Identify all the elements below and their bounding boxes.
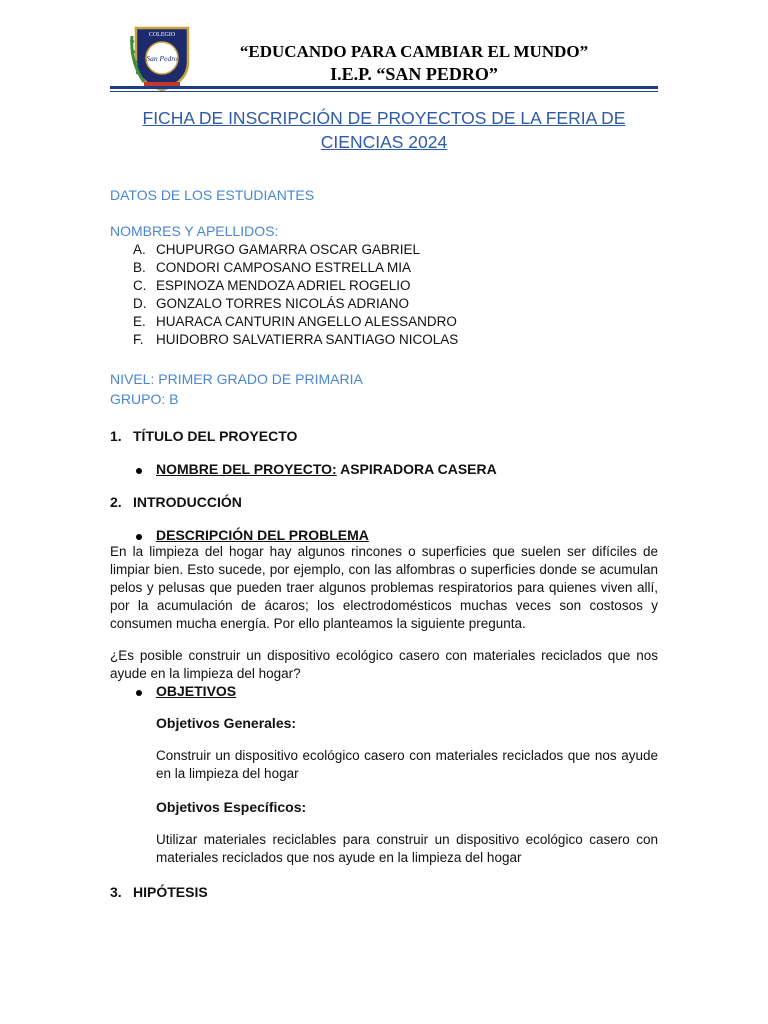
general-objectives-text: Construir un dispositivo ecológico casero con materiales reciclados que nos ayude en la limpieza del hogar [156,748,658,781]
student-item [110,313,658,331]
student-item [110,295,658,313]
specific-objectives-text: Utilizar materiales reciclables para construir un dispositivo ecológico casero con materiales reciclados que nos ayude en la limpieza del hogar [156,832,658,865]
objectives-bullet [110,683,658,699]
problem-description: En la limpieza del hogar hay algunos rincones o superficies que suelen ser difíciles de limpiar bien. Esto sucede, por ejemplo, con las alfombras o superficies donde se acumulan pelos y pelusas que pueden traer algunos problemas respiratorios para quienes viven allí, por la acumulación de ácaros; los electrodomésticos muchas veces son costosos y consumen mucha energía. Por ello planteamos la siguiente pregunta. [110,544,658,631]
student-item [110,331,658,349]
list-letter: E. [133,314,146,329]
document-page [110,20,658,900]
list-letter: F. [133,332,144,347]
section-number: 1. [110,428,122,444]
section-heading: TÍTULO DEL PROYECTO [133,428,298,444]
objectives-label: OBJETIVOS [156,683,237,699]
svg-text:San Pedro: San Pedro [146,54,178,63]
section-introduction [110,494,658,510]
project-name-value: ASPIRADORA CASERA [336,461,497,477]
research-question: ¿Es posible construir un dispositivo ecológico casero con materiales reciclados que nos ayude en la limpieza del hogar? [110,648,658,681]
section-heading: HIPÓTESIS [133,884,208,900]
problem-bullet [110,527,658,543]
student-name: HUARACA CANTURIN ANGELLO ALESSANDRO [156,314,457,329]
list-letter: A. [133,242,146,257]
group: GRUPO: B [110,391,179,407]
student-item [110,277,658,295]
specific-objectives-title: Objetivos Específicos: [156,799,307,815]
section-heading: INTRODUCCIÓN [133,494,242,510]
student-item [110,241,658,259]
students-heading: DATOS DE LOS ESTUDIANTES [110,187,315,203]
student-name: GONZALO TORRES NICOLÁS ADRIANO [156,296,410,311]
names-label: NOMBRES Y APELLIDOS: [110,223,279,239]
student-name: ESPINOZA MENDOZA ADRIEL ROGELIO [156,278,411,293]
section-number: 3. [110,884,122,900]
list-letter: C. [133,278,147,293]
student-name: CHUPURGO GAMARRA OSCAR GABRIEL [156,242,421,257]
list-letter: D. [133,296,147,311]
section-number: 2. [110,494,122,510]
school-motto: “EDUCANDO PARA CAMBIAR EL MUNDO” [239,42,589,61]
student-name: HUIDOBRO SALVATIERRA SANTIAGO NICOLAS [156,332,459,347]
student-item [110,259,658,277]
header-rule-thick [110,86,658,89]
section-title-project [110,428,658,444]
section-hypothesis [110,884,658,900]
problem-label: DESCRIPCIÓN DEL PROBLEMA [156,527,369,543]
students-list [110,241,658,349]
svg-text:COLEGIO: COLEGIO [148,32,176,38]
student-name: CONDORI CAMPOSANO ESTRELLA MIA [156,260,412,275]
letterhead [110,20,658,92]
project-name-label: NOMBRE DEL PROYECTO: [156,461,337,477]
document-title: FICHA DE INSCRIPCIÓN DE PROYECTOS DE LA FERIA DE CIENCIAS 2024 [142,108,626,152]
project-name-bullet [110,461,658,477]
level-grade: NIVEL: PRIMER GRADO DE PRIMARIA [110,371,363,387]
header-rule-thin [110,91,658,92]
list-letter: B. [133,260,146,275]
general-objectives-title: Objetivos Generales: [156,715,297,731]
school-name: I.E.P. “SAN PEDRO” [330,64,498,84]
